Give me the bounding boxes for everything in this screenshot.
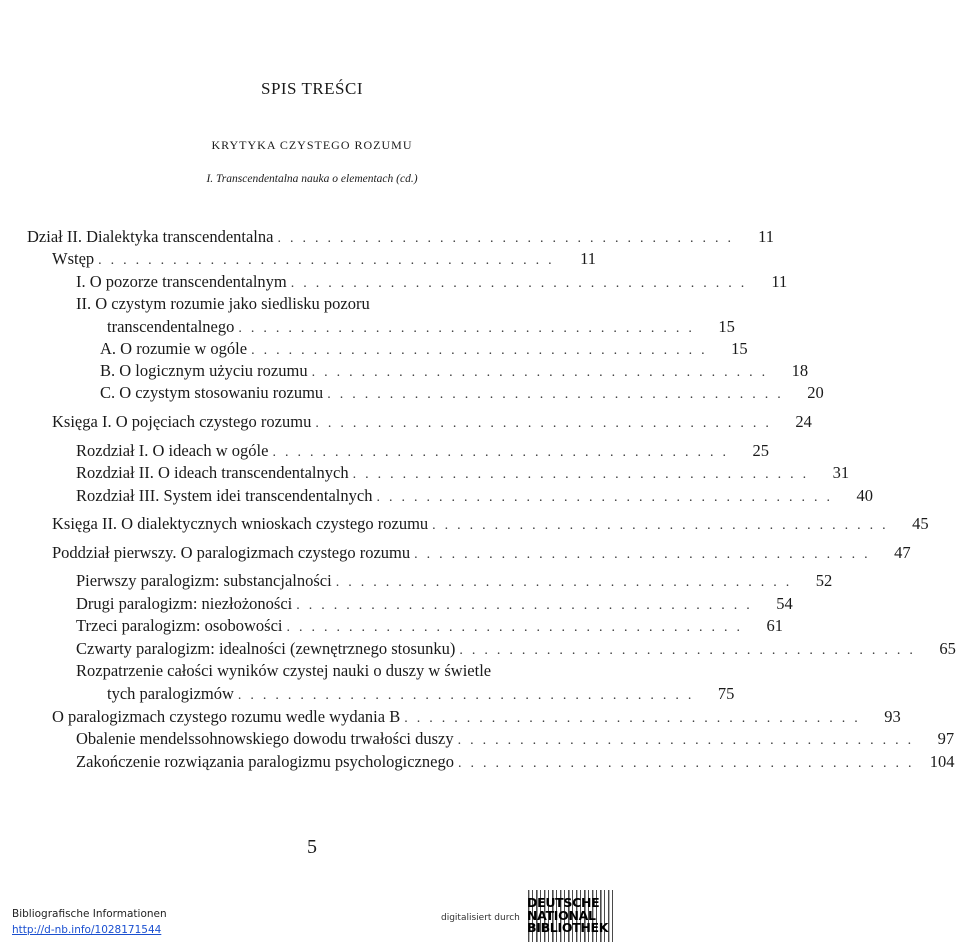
toc-entry-title: A. O rozumie w ogóle — [100, 338, 251, 360]
toc-entry — [27, 226, 774, 248]
toc-entry — [76, 751, 955, 773]
toc-leader-dots: ..................................... — [432, 518, 895, 533]
toc-entry-title: Drugi paralogizm: niezłożoności — [76, 593, 296, 615]
toc-leader-dots: ..................................... — [459, 643, 922, 658]
toc-entry-page: 104 — [929, 752, 955, 771]
toc-entry-title: Rozdział I. O ideach w ogóle — [76, 440, 272, 462]
toc-entry-title: O paralogizmach czystego rozumu wedle wydania B — [52, 706, 404, 728]
toc-entry — [100, 360, 809, 382]
toc-entry-title: Pierwszy paralogizm: substancjalności — [76, 570, 336, 592]
toc-entry — [76, 728, 955, 750]
part-title: I. Transcendentalna nauka o elementach (cd.) — [206, 173, 418, 185]
toc-entry-page: 20 — [807, 383, 824, 402]
toc-entry-page: 65 — [939, 639, 956, 658]
toc-entry — [76, 440, 769, 462]
toc-entry-title: Poddział pierwszy. O paralogizmach czystego rozumu — [52, 542, 414, 564]
toc-entry-page: 11 — [771, 272, 788, 291]
toc-entry-page: 47 — [894, 543, 911, 562]
book-title: KRYTYKA CZYSTEGO ROZUMU — [211, 138, 413, 152]
toc-entry-title: Zakończenie rozwiązania paralogizmu psychologicznego — [76, 751, 458, 773]
toc-entry — [76, 638, 956, 660]
toc-entry-title: I. O pozorze transcendentalnym — [76, 271, 291, 293]
toc-entry — [76, 593, 793, 615]
toc-entry-title: Wstęp — [52, 248, 98, 270]
biblio-link[interactable]: http://d-nb.info/1028171544 — [12, 924, 162, 936]
toc-leader-dots: ..................................... — [315, 416, 778, 431]
toc-leader-dots: ..................................... — [352, 467, 816, 482]
toc-entry-title: Rozdział II. O ideach transcendentalnych — [76, 462, 353, 484]
toc-entry — [76, 485, 873, 507]
toc-entry-page: 61 — [766, 616, 784, 635]
toc-entry — [76, 570, 833, 592]
toc-entry — [107, 316, 735, 338]
toc-entry-page: 18 — [791, 361, 809, 380]
toc-entry-title: Rozpatrzenie całości wyników czystej nauki o duszy w świetle — [76, 661, 492, 680]
toc-leader-dots: ..................................... — [98, 253, 561, 268]
toc-entry-title: Obalenie mendelssohnowskiego dowodu trwałości duszy — [76, 728, 458, 750]
toc-entry — [52, 542, 911, 564]
toc-entry — [100, 382, 824, 404]
toc-entry — [52, 411, 812, 433]
toc-entry-page: 97 — [937, 729, 955, 748]
toc-leader-dots: ..................................... — [327, 387, 790, 402]
page-number: 5 — [307, 836, 317, 858]
toc-entry-page: 11 — [580, 249, 596, 268]
toc-entry — [76, 271, 788, 293]
toc-leader-dots: ..................................... — [296, 598, 759, 613]
toc-leader-dots: ..................................... — [277, 231, 740, 246]
toc-entry-title: B. O logicznym użyciu rozumu — [100, 360, 312, 382]
toc-leader-dots: ..................................... — [290, 276, 754, 291]
toc-leader-dots: ..................................... — [251, 343, 714, 358]
toc-entry — [52, 706, 901, 728]
toc-entry-page: 15 — [718, 317, 735, 336]
toc-entry-title: Trzeci paralogizm: osobowości — [76, 615, 287, 637]
toc-entry — [52, 248, 596, 270]
toc-entry — [107, 683, 735, 705]
toc-entry — [52, 513, 929, 535]
toc-entry-page: 75 — [717, 684, 735, 703]
toc-leader-dots: ..................................... — [414, 547, 877, 562]
toc-entry-title: II. O czystym rozumie jako siedlisku pozoru — [76, 294, 370, 313]
digitized-by-label: digitalisiert durch — [441, 913, 520, 923]
toc-entry-title: C. O czystym stosowaniu rozumu — [100, 382, 327, 404]
toc-leader-dots: ..................................... — [286, 620, 750, 635]
toc-entry-page: 11 — [758, 227, 774, 246]
toc-entry-title: tych paralogizmów — [107, 683, 238, 705]
toc-leader-dots: ..................................... — [237, 688, 701, 703]
toc-entry-title: transcendentalnego — [107, 316, 238, 338]
toc-leader-dots: ..................................... — [404, 711, 867, 726]
toc-leader-dots: ..................................... — [457, 733, 921, 748]
toc-entry — [76, 615, 784, 637]
toc-entry-title: Czwarty paralogizm: idealności (zewnętrznego stosunku) — [76, 638, 459, 660]
toc-entry-page: 52 — [815, 571, 833, 590]
toc-leader-dots: ..................................... — [457, 756, 921, 771]
toc-entry-title: Dział II. Dialektyka transcendentalna — [27, 226, 277, 248]
bibliographic-info — [12, 906, 167, 938]
biblio-label: Bibliografische Informationen — [12, 908, 167, 920]
page-title: SPIS TREŚCI — [260, 79, 364, 98]
toc-leader-dots: ..................................... — [272, 445, 735, 460]
toc-entry — [76, 462, 850, 484]
toc-entry-page: 93 — [884, 707, 901, 726]
toc-entry-page: 15 — [731, 339, 748, 358]
toc-leader-dots: ..................................... — [376, 490, 839, 505]
toc-entry-page: 40 — [856, 486, 873, 505]
toc-leader-dots: ..................................... — [311, 365, 775, 380]
toc-entry-title: Księga II. O dialektycznych wnioskach czystego rozumu — [52, 513, 432, 535]
toc-entry-page: 25 — [752, 441, 769, 460]
toc-leader-dots: ..................................... — [238, 321, 701, 336]
toc-entry-page: 54 — [776, 594, 793, 613]
dnb-logo-text: DEUTSCHE NATIONAL BIBLIOTHEK — [527, 895, 609, 935]
toc-entry-title: Księga I. O pojęciach czystego rozumu — [52, 411, 315, 433]
toc-entry-page: 31 — [832, 463, 850, 482]
toc-entry-title: Rozdział III. System idei transcendentalnych — [76, 485, 376, 507]
toc-entry-page: 45 — [912, 514, 929, 533]
toc-entry-page: 24 — [795, 412, 812, 431]
toc-entry — [100, 338, 748, 360]
toc-leader-dots: ..................................... — [335, 575, 799, 590]
